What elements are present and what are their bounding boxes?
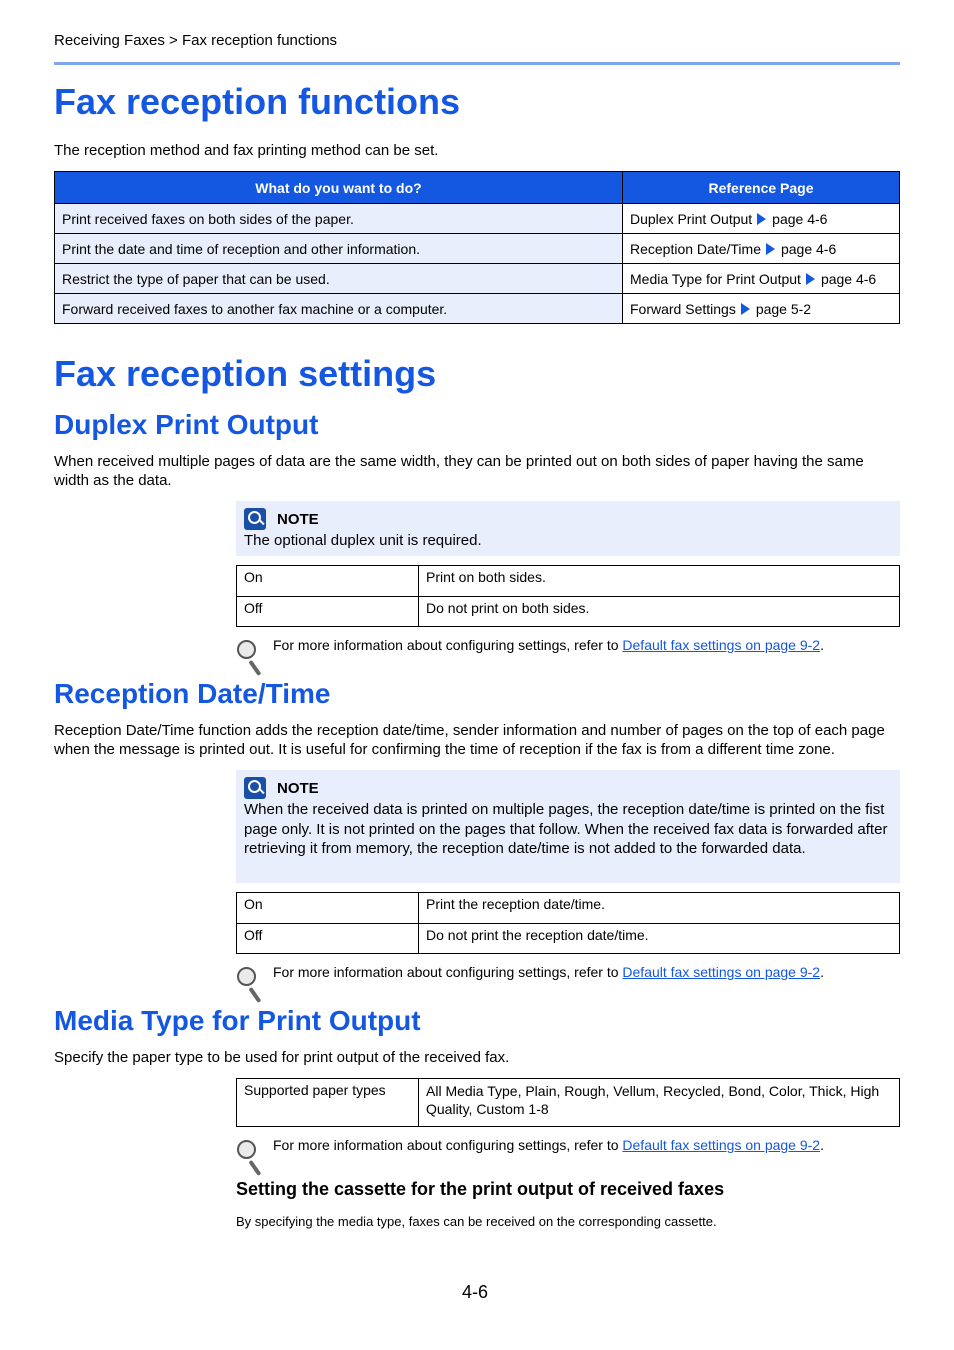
reference-name: Duplex Print Output <box>630 210 753 227</box>
cassette-description: By specifying the media type, faxes can be received on the corresponding cassette. <box>236 1214 717 1229</box>
duplex-description: When received multiple pages of data are the same width, they can be printed out on both sides of paper having the same width as the data. <box>54 453 864 489</box>
option-key: On <box>237 566 419 597</box>
media-heading: Media Type for Print Output <box>54 1005 421 1036</box>
option-key: On <box>237 893 419 924</box>
note-text: When the received data is printed on multiple pages, the reception date/time is printed on the fist page only. It is not printed on the pages that follow. When the received fax data is forwarded after retrieving it from memory, the reception date/time is not added to the forwarded data. <box>244 801 888 857</box>
reference-link[interactable]: Default fax settings on page 9-2 <box>622 1137 821 1153</box>
datetime-note <box>236 770 900 883</box>
datetime-description: Reception Date/Time function adds the reception date/time, sender information and number of pages on the top of each page when the message is printed out. It is useful for confirming the time of reception if the fax is from a different time zone. <box>54 722 885 758</box>
reference-suffix: . <box>820 1137 824 1153</box>
note-magnifier-icon <box>244 508 266 530</box>
breadcrumb: Receiving Faxes > Fax reception functions <box>54 32 338 49</box>
table-row <box>237 566 900 597</box>
magnifier-icon <box>236 963 266 997</box>
reference-prefix: For more information about configuring settings, refer to <box>273 1137 623 1153</box>
task-cell: Forward received faxes to another fax machine or a computer. <box>55 294 623 324</box>
reference-cell[interactable] <box>623 294 900 324</box>
reference-link[interactable]: Default fax settings on page 9-2 <box>622 637 821 653</box>
magnifier-icon <box>236 636 266 670</box>
reference-name: Media Type for Print Output <box>630 270 801 287</box>
column-header-task: What do you want to do? <box>55 172 623 204</box>
table-row <box>237 893 900 924</box>
reference-cell[interactable] <box>623 204 900 234</box>
right-triangle-icon <box>806 273 815 285</box>
note-text: The optional duplex unit is required. <box>244 532 482 549</box>
reference-name: Forward Settings <box>630 300 736 317</box>
reference-note <box>236 636 824 670</box>
option-key: Off <box>237 597 419 627</box>
duplex-heading: Duplex Print Output <box>54 409 319 440</box>
reference-prefix: For more information about configuring settings, refer to <box>273 964 623 980</box>
note-label: NOTE <box>277 779 319 797</box>
right-triangle-icon <box>766 243 775 255</box>
datetime-options-table <box>236 892 900 954</box>
right-triangle-icon <box>741 303 750 315</box>
header-rule <box>54 62 900 65</box>
reference-cell[interactable] <box>623 264 900 294</box>
task-cell: Print the date and time of reception and other information. <box>55 234 623 264</box>
option-value: All Media Type, Plain, Rough, Vellum, Recycled, Bond, Color, Thick, High Quality, Custom 1-8 <box>419 1079 900 1127</box>
duplex-options-table <box>236 565 900 627</box>
reference-page: page 4-6 <box>780 240 837 257</box>
reference-name: Reception Date/Time <box>630 240 761 257</box>
duplex-note <box>236 501 900 556</box>
reference-table <box>54 171 900 324</box>
option-key: Off <box>237 924 419 954</box>
option-value: Do not print the reception date/time. <box>419 924 900 954</box>
reference-cell[interactable] <box>623 234 900 264</box>
media-description: Specify the paper type to be used for print output of the received fax. <box>54 1049 510 1066</box>
task-cell: Print received faxes on both sides of the paper. <box>55 204 623 234</box>
section-title: Fax reception settings <box>54 353 437 394</box>
table-row <box>55 294 900 324</box>
note-magnifier-icon <box>244 777 266 799</box>
page-number: 4-6 <box>462 1282 489 1302</box>
option-value: Print the reception date/time. <box>419 893 900 924</box>
reference-suffix: . <box>820 964 824 980</box>
task-cell: Restrict the type of paper that can be used. <box>55 264 623 294</box>
option-value: Print on both sides. <box>419 566 900 597</box>
table-row <box>237 597 900 627</box>
table-row <box>237 1079 900 1127</box>
reference-page: page 4-6 <box>820 270 877 287</box>
table-row <box>237 924 900 954</box>
reference-page: page 4-6 <box>772 210 828 227</box>
reference-note <box>236 963 824 997</box>
option-value: Do not print on both sides. <box>419 597 900 627</box>
reference-prefix: For more information about configuring settings, refer to <box>273 637 623 653</box>
media-options-table <box>236 1078 900 1127</box>
note-label: NOTE <box>277 510 319 528</box>
table-row <box>55 204 900 234</box>
option-key: Supported paper types <box>237 1079 419 1127</box>
cassette-subheading: Setting the cassette for the print output of received faxes <box>236 1179 725 1199</box>
page-title: Fax reception functions <box>54 81 461 122</box>
intro-text: The reception method and fax printing method can be set. <box>54 142 439 159</box>
column-header-reference: Reference Page <box>623 172 900 204</box>
reference-note <box>236 1136 824 1170</box>
table-row <box>55 264 900 294</box>
table-row <box>55 234 900 264</box>
reference-page: page 5-2 <box>755 300 812 317</box>
right-triangle-icon <box>757 213 766 225</box>
magnifier-icon <box>236 1136 266 1170</box>
datetime-heading: Reception Date/Time <box>54 678 331 709</box>
reference-suffix: . <box>820 637 824 653</box>
reference-link[interactable]: Default fax settings on page 9-2 <box>622 964 821 980</box>
